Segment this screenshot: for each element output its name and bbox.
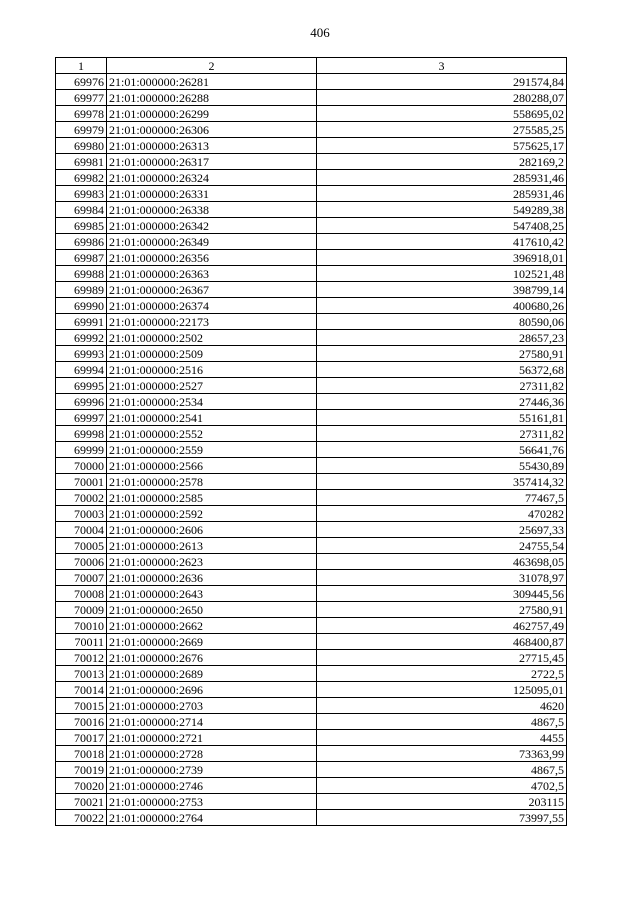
cadastral-number-cell: 21:01:000000:2578	[107, 474, 317, 490]
cadastral-number-cell: 21:01:000000:2541	[107, 410, 317, 426]
row-number-cell: 70012	[56, 650, 107, 666]
row-number-cell: 69998	[56, 426, 107, 442]
value-cell: 4867,5	[317, 714, 567, 730]
cadastral-number-cell: 21:01:000000:2764	[107, 810, 317, 826]
row-number-cell: 69994	[56, 362, 107, 378]
row-number-cell: 70022	[56, 810, 107, 826]
table-row	[56, 234, 567, 250]
value-cell: 468400,87	[317, 634, 567, 650]
cadastral-number-cell: 21:01:000000:2676	[107, 650, 317, 666]
value-cell: 400680,26	[317, 298, 567, 314]
row-number-cell: 70017	[56, 730, 107, 746]
cadastral-number-cell: 21:01:000000:2696	[107, 682, 317, 698]
table-row	[56, 186, 567, 202]
row-number-cell: 69995	[56, 378, 107, 394]
row-number-cell: 70008	[56, 586, 107, 602]
row-number-cell: 70005	[56, 538, 107, 554]
value-cell: 77467,5	[317, 490, 567, 506]
cadastral-number-cell: 21:01:000000:2566	[107, 458, 317, 474]
table-row	[56, 138, 567, 154]
table-row	[56, 250, 567, 266]
value-cell: 56372,68	[317, 362, 567, 378]
row-number-cell: 70006	[56, 554, 107, 570]
cadastral-number-cell: 21:01:000000:2746	[107, 778, 317, 794]
cadastral-number-cell: 21:01:000000:2534	[107, 394, 317, 410]
table-row	[56, 698, 567, 714]
cadastral-number-cell: 21:01:000000:2636	[107, 570, 317, 586]
table-row	[56, 202, 567, 218]
row-number-cell: 70004	[56, 522, 107, 538]
table-row	[56, 746, 567, 762]
value-cell: 56641,76	[317, 442, 567, 458]
cadastral-number-cell: 21:01:000000:22173	[107, 314, 317, 330]
value-cell: 280288,07	[317, 90, 567, 106]
table-row	[56, 442, 567, 458]
table-row	[56, 394, 567, 410]
table-row	[56, 346, 567, 362]
cadastral-number-cell: 21:01:000000:26367	[107, 282, 317, 298]
row-number-cell: 69996	[56, 394, 107, 410]
row-number-cell: 70000	[56, 458, 107, 474]
value-cell: 73997,55	[317, 810, 567, 826]
table-row	[56, 650, 567, 666]
cadastral-number-cell: 21:01:000000:2662	[107, 618, 317, 634]
table-header	[56, 58, 567, 74]
cadastral-number-cell: 21:01:000000:26374	[107, 298, 317, 314]
cadastral-number-cell: 21:01:000000:2714	[107, 714, 317, 730]
row-number-cell: 70009	[56, 602, 107, 618]
cadastral-number-cell: 21:01:000000:2650	[107, 602, 317, 618]
table-row	[56, 714, 567, 730]
value-cell: 28657,23	[317, 330, 567, 346]
row-number-cell: 69985	[56, 218, 107, 234]
value-cell: 4702,5	[317, 778, 567, 794]
cadastral-number-cell: 21:01:000000:2585	[107, 490, 317, 506]
table-row	[56, 666, 567, 682]
row-number-cell: 69978	[56, 106, 107, 122]
value-cell: 470282	[317, 506, 567, 522]
header-col-1: 1	[56, 58, 107, 74]
cadastral-number-cell: 21:01:000000:2643	[107, 586, 317, 602]
value-cell: 575625,17	[317, 138, 567, 154]
table-row	[56, 730, 567, 746]
cadastral-number-cell: 21:01:000000:26306	[107, 122, 317, 138]
row-number-cell: 69990	[56, 298, 107, 314]
value-cell: 55161,81	[317, 410, 567, 426]
header-col-3: 3	[317, 58, 567, 74]
cadastral-number-cell: 21:01:000000:26349	[107, 234, 317, 250]
row-number-cell: 69989	[56, 282, 107, 298]
row-number-cell: 69987	[56, 250, 107, 266]
row-number-cell: 70020	[56, 778, 107, 794]
table-row	[56, 522, 567, 538]
row-number-cell: 69983	[56, 186, 107, 202]
value-cell: 282169,2	[317, 154, 567, 170]
row-number-cell: 70016	[56, 714, 107, 730]
page-number: 406	[310, 25, 330, 40]
row-number-cell: 69976	[56, 74, 107, 90]
cadastral-number-cell: 21:01:000000:2516	[107, 362, 317, 378]
value-cell: 417610,42	[317, 234, 567, 250]
table-row	[56, 106, 567, 122]
value-cell: 398799,14	[317, 282, 567, 298]
value-cell: 357414,32	[317, 474, 567, 490]
cadastral-number-cell: 21:01:000000:26317	[107, 154, 317, 170]
value-cell: 27580,91	[317, 346, 567, 362]
cadastral-number-cell: 21:01:000000:2728	[107, 746, 317, 762]
row-number-cell: 69982	[56, 170, 107, 186]
cadastral-number-cell: 21:01:000000:2592	[107, 506, 317, 522]
table-row	[56, 266, 567, 282]
value-cell: 25697,33	[317, 522, 567, 538]
value-cell: 55430,89	[317, 458, 567, 474]
cadastral-number-cell: 21:01:000000:26299	[107, 106, 317, 122]
value-cell: 396918,01	[317, 250, 567, 266]
table-row	[56, 538, 567, 554]
cadastral-number-cell: 21:01:000000:2753	[107, 794, 317, 810]
value-cell: 285931,46	[317, 186, 567, 202]
table-row	[56, 458, 567, 474]
table-row	[56, 602, 567, 618]
table-row	[56, 554, 567, 570]
value-cell: 549289,38	[317, 202, 567, 218]
table-row	[56, 74, 567, 90]
table-row	[56, 682, 567, 698]
row-number-cell: 70011	[56, 634, 107, 650]
table-row	[56, 218, 567, 234]
row-number-cell: 69997	[56, 410, 107, 426]
value-cell: 73363,99	[317, 746, 567, 762]
row-number-cell: 70015	[56, 698, 107, 714]
value-cell: 463698,05	[317, 554, 567, 570]
table-row	[56, 794, 567, 810]
value-cell: 285931,46	[317, 170, 567, 186]
row-number-cell: 70010	[56, 618, 107, 634]
table-row	[56, 90, 567, 106]
cadastral-number-cell: 21:01:000000:26342	[107, 218, 317, 234]
value-cell: 203115	[317, 794, 567, 810]
value-cell: 27580,91	[317, 602, 567, 618]
cadastral-number-cell: 21:01:000000:26356	[107, 250, 317, 266]
cadastral-number-cell: 21:01:000000:26288	[107, 90, 317, 106]
row-number-cell: 70007	[56, 570, 107, 586]
row-number-cell: 69977	[56, 90, 107, 106]
cadastral-number-cell: 21:01:000000:26338	[107, 202, 317, 218]
row-number-cell: 69993	[56, 346, 107, 362]
row-number-cell: 70014	[56, 682, 107, 698]
cadastral-number-cell: 21:01:000000:2527	[107, 378, 317, 394]
row-number-cell: 70002	[56, 490, 107, 506]
value-cell: 4620	[317, 698, 567, 714]
table-row	[56, 618, 567, 634]
cadastral-number-cell: 21:01:000000:2623	[107, 554, 317, 570]
table-row	[56, 426, 567, 442]
cadastral-number-cell: 21:01:000000:26331	[107, 186, 317, 202]
value-cell: 275585,25	[317, 122, 567, 138]
value-cell: 27311,82	[317, 426, 567, 442]
cadastral-number-cell: 21:01:000000:2689	[107, 666, 317, 682]
value-cell: 24755,54	[317, 538, 567, 554]
table-row	[56, 762, 567, 778]
row-number-cell: 69981	[56, 154, 107, 170]
value-cell: 31078,97	[317, 570, 567, 586]
table-row	[56, 314, 567, 330]
row-number-cell: 69999	[56, 442, 107, 458]
table-row	[56, 362, 567, 378]
table-row	[56, 122, 567, 138]
cadastral-number-cell: 21:01:000000:2606	[107, 522, 317, 538]
table-row	[56, 170, 567, 186]
cadastral-value-table	[55, 57, 567, 826]
table-row	[56, 410, 567, 426]
value-cell: 547408,25	[317, 218, 567, 234]
table-row	[56, 634, 567, 650]
row-number-cell: 70003	[56, 506, 107, 522]
table-row	[56, 506, 567, 522]
header-row	[56, 58, 567, 74]
table-row	[56, 378, 567, 394]
cadastral-number-cell: 21:01:000000:26324	[107, 170, 317, 186]
cadastral-number-cell: 21:01:000000:2669	[107, 634, 317, 650]
row-number-cell: 69988	[56, 266, 107, 282]
cadastral-number-cell: 21:01:000000:2703	[107, 698, 317, 714]
table-row	[56, 474, 567, 490]
table-row	[56, 330, 567, 346]
cadastral-number-cell: 21:01:000000:26363	[107, 266, 317, 282]
cadastral-number-cell: 21:01:000000:26281	[107, 74, 317, 90]
table-row	[56, 586, 567, 602]
cadastral-number-cell: 21:01:000000:2613	[107, 538, 317, 554]
row-number-cell: 70013	[56, 666, 107, 682]
value-cell: 558695,02	[317, 106, 567, 122]
row-number-cell: 69979	[56, 122, 107, 138]
cadastral-number-cell: 21:01:000000:2552	[107, 426, 317, 442]
row-number-cell: 69986	[56, 234, 107, 250]
cadastral-number-cell: 21:01:000000:2502	[107, 330, 317, 346]
cadastral-number-cell: 21:01:000000:26313	[107, 138, 317, 154]
table-row	[56, 282, 567, 298]
value-cell: 2722,5	[317, 666, 567, 682]
row-number-cell: 70019	[56, 762, 107, 778]
cadastral-number-cell: 21:01:000000:2721	[107, 730, 317, 746]
value-cell: 102521,48	[317, 266, 567, 282]
row-number-cell: 69980	[56, 138, 107, 154]
table-row	[56, 810, 567, 826]
value-cell: 27715,45	[317, 650, 567, 666]
value-cell: 309445,56	[317, 586, 567, 602]
value-cell: 462757,49	[317, 618, 567, 634]
table-row	[56, 778, 567, 794]
table-row	[56, 490, 567, 506]
header-col-2: 2	[107, 58, 317, 74]
table-body	[56, 74, 567, 826]
cadastral-number-cell: 21:01:000000:2559	[107, 442, 317, 458]
value-cell: 80590,06	[317, 314, 567, 330]
row-number-cell: 70001	[56, 474, 107, 490]
cadastral-number-cell: 21:01:000000:2509	[107, 346, 317, 362]
value-cell: 4455	[317, 730, 567, 746]
value-cell: 4867,5	[317, 762, 567, 778]
row-number-cell: 69992	[56, 330, 107, 346]
value-cell: 27311,82	[317, 378, 567, 394]
cadastral-number-cell: 21:01:000000:2739	[107, 762, 317, 778]
value-cell: 27446,36	[317, 394, 567, 410]
value-cell: 291574,84	[317, 74, 567, 90]
value-cell: 125095,01	[317, 682, 567, 698]
table-row	[56, 298, 567, 314]
row-number-cell: 69991	[56, 314, 107, 330]
row-number-cell: 69984	[56, 202, 107, 218]
row-number-cell: 70018	[56, 746, 107, 762]
row-number-cell: 70021	[56, 794, 107, 810]
table-row	[56, 154, 567, 170]
table-row	[56, 570, 567, 586]
